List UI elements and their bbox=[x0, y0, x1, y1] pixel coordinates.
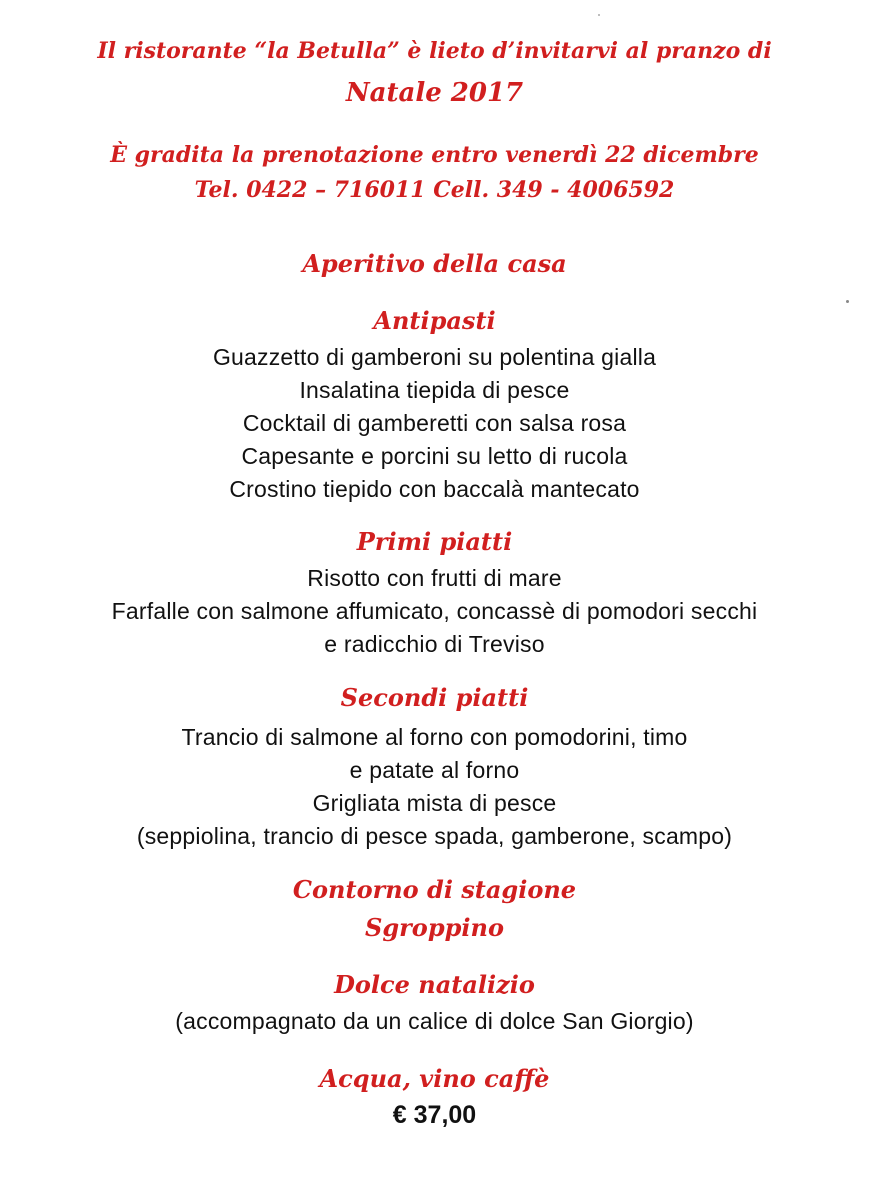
contacts: Tel. 0422 – 716011 Cell. 349 - 4006592 bbox=[194, 177, 675, 203]
bevande-heading: Acqua, vino caffè bbox=[319, 1064, 550, 1093]
antipasti-item: Cocktail di gamberetti con salsa rosa bbox=[242, 410, 627, 436]
antipasti-heading: Antipasti bbox=[373, 306, 496, 335]
primi-item: e radicchio di Treviso bbox=[324, 631, 545, 657]
scan-speck bbox=[598, 14, 600, 16]
aperitivo-heading: Aperitivo della casa bbox=[302, 249, 567, 278]
antipasti-item: Crostino tiepido con baccalà mantecato bbox=[229, 476, 640, 502]
primi-item: Farfalle con salmone affumicato, concassè di pomodori secchi bbox=[111, 598, 758, 624]
invite-line: Il ristorante “la Betulla” è lieto d’invitarvi al pranzo di bbox=[97, 38, 772, 64]
dolce-heading: Dolce natalizio bbox=[334, 970, 535, 999]
menu-price: € 37,00 bbox=[392, 1101, 477, 1129]
event-title: Natale 2017 bbox=[345, 78, 524, 108]
secondi-item: e patate al forno bbox=[349, 757, 520, 783]
primi-heading: Primi piatti bbox=[356, 527, 513, 556]
dolce-note: (accompagnato da un calice di dolce San Giorgio) bbox=[175, 1008, 694, 1034]
antipasti-item: Capesante e porcini su letto di rucola bbox=[241, 443, 628, 469]
sgroppino-heading: Sgroppino bbox=[365, 913, 504, 942]
secondi-item: Grigliata mista di pesce bbox=[312, 790, 557, 816]
primi-item: Risotto con frutti di mare bbox=[307, 565, 562, 591]
contorno-heading: Contorno di stagione bbox=[292, 875, 577, 904]
secondi-item: (seppiolina, trancio di pesce spada, gamberone, scampo) bbox=[136, 823, 733, 849]
secondi-heading: Secondi piatti bbox=[340, 683, 529, 712]
secondi-item: Trancio di salmone al forno con pomodorini, timo bbox=[181, 724, 688, 750]
antipasti-item: Insalatina tiepida di pesce bbox=[299, 377, 570, 403]
scan-speck bbox=[846, 300, 849, 303]
booking-note: È gradita la prenotazione entro venerdì 22 dicembre bbox=[110, 142, 759, 168]
antipasti-item: Guazzetto di gamberoni su polentina gialla bbox=[212, 344, 657, 370]
